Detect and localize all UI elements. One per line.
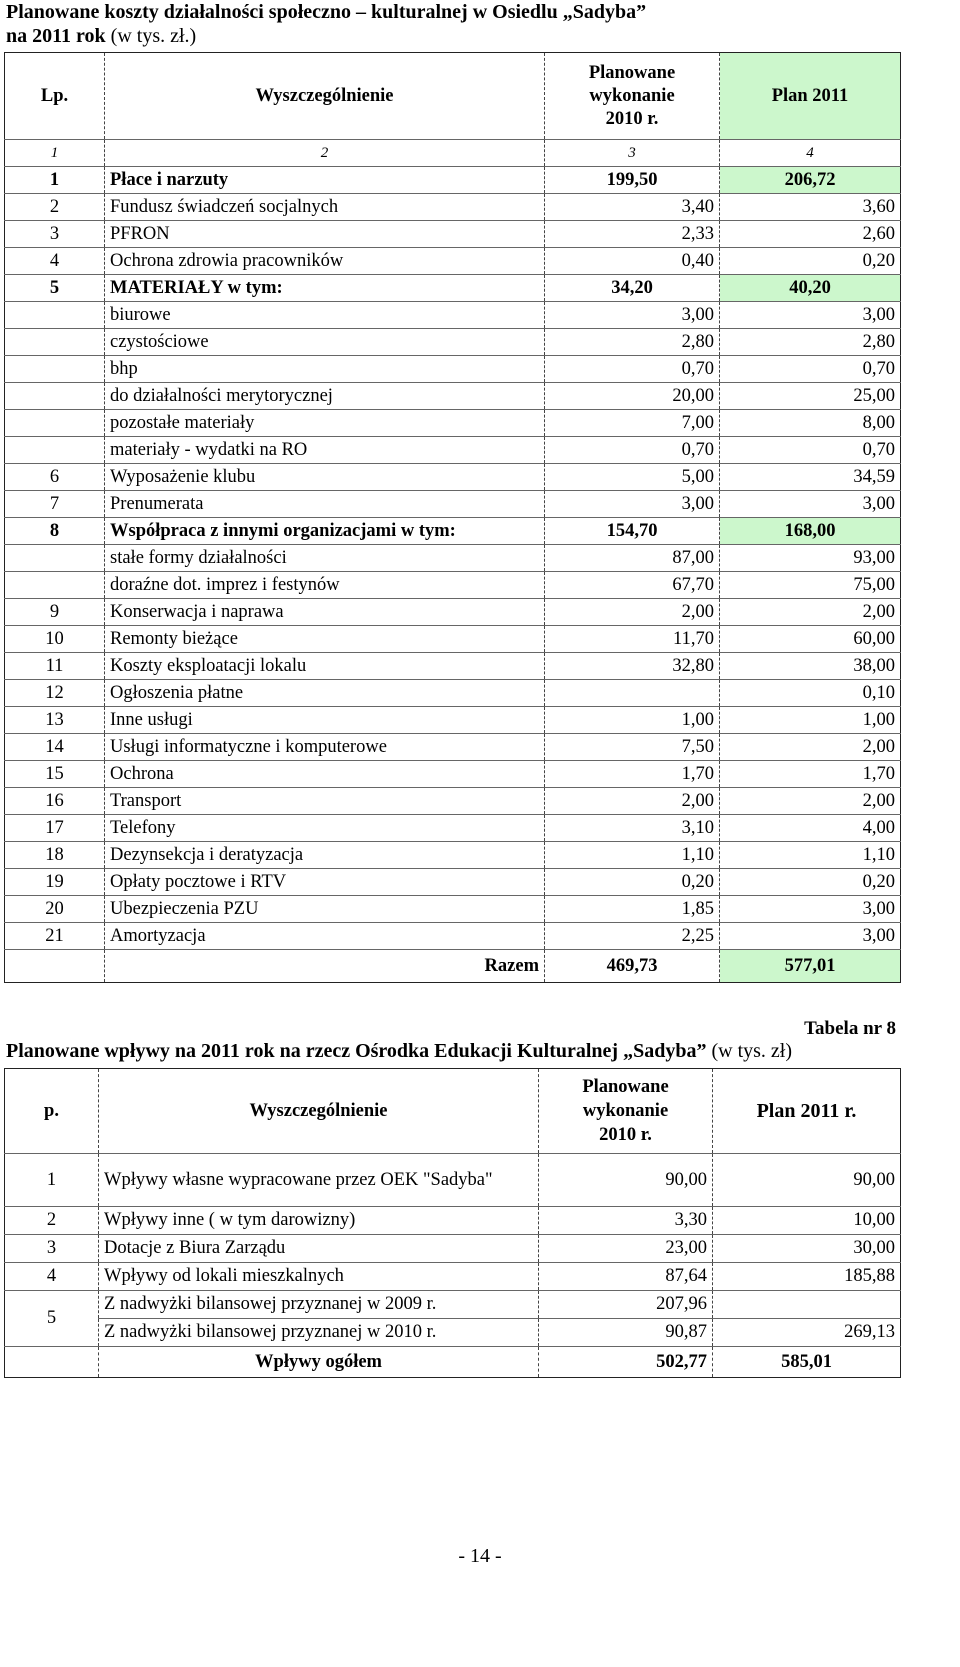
row-lp: [5, 410, 105, 437]
row-description: Amortyzacja: [105, 923, 545, 950]
row-value-2010: 2,80: [545, 329, 720, 356]
table-row: [5, 356, 901, 383]
row-lp: [5, 329, 105, 356]
row-description: Ogłoszenia płatne: [105, 680, 545, 707]
row-lp: 2: [5, 194, 105, 221]
row-value-2010: 2,25: [545, 923, 720, 950]
row-value-2011: 93,00: [720, 545, 901, 572]
row-value-2010: 154,70: [545, 518, 720, 545]
row-lp: 11: [5, 653, 105, 680]
row-value-2011: 2,80: [720, 329, 901, 356]
table-row: [5, 1291, 901, 1319]
row-description: doraźne dot. imprez i festynów: [105, 572, 545, 599]
table-row: [5, 923, 901, 950]
table-row: [5, 572, 901, 599]
row-lp: 18: [5, 842, 105, 869]
row-value-2010: 11,70: [545, 626, 720, 653]
colnum-3: 3: [545, 140, 720, 167]
row-description: Koszty eksploatacji lokalu: [105, 653, 545, 680]
header-planned-2010: Planowane wykonanie 2010 r.: [545, 53, 720, 140]
row-value-2011: 3,00: [720, 491, 901, 518]
row-value-2011: 90,00: [713, 1154, 901, 1207]
table-row: [5, 1154, 901, 1207]
row-value-2010: 34,20: [545, 275, 720, 302]
row-description: PFRON: [105, 221, 545, 248]
row-lp: 9: [5, 599, 105, 626]
row-lp: 15: [5, 761, 105, 788]
row-value-2010: 0,70: [545, 356, 720, 383]
table-row: [5, 707, 901, 734]
table-row: [5, 869, 901, 896]
row-description: Fundusz świadczeń socjalnych: [105, 194, 545, 221]
row-lp: 1: [5, 167, 105, 194]
row-description: Opłaty pocztowe i RTV: [105, 869, 545, 896]
header-lp: p.: [5, 1069, 99, 1154]
row-lp: 20: [5, 896, 105, 923]
row-lp: 4: [5, 1263, 99, 1291]
row-description: Ubezpieczenia PZU: [105, 896, 545, 923]
row-lp: 3: [5, 1235, 99, 1263]
row-value-2010: 3,00: [545, 302, 720, 329]
row-lp: 10: [5, 626, 105, 653]
table-row: [5, 383, 901, 410]
row-lp: 16: [5, 788, 105, 815]
table-row: [5, 302, 901, 329]
row-value-2010: 20,00: [545, 383, 720, 410]
total-label: Razem: [105, 950, 545, 983]
row-value-2011: 2,60: [720, 221, 901, 248]
row-description: Z nadwyżki bilansowej przyznanej w 2009 r.: [99, 1291, 539, 1319]
row-lp: 1: [5, 1154, 99, 1207]
total-row: [5, 950, 901, 983]
colnum-4: 4: [720, 140, 901, 167]
total-value-2010: 502,77: [539, 1347, 713, 1378]
header-description: Wyszczególnienie: [99, 1069, 539, 1154]
row-value-2011: 60,00: [720, 626, 901, 653]
row-description: Inne usługi: [105, 707, 545, 734]
colnum-1: 1: [5, 140, 105, 167]
row-value-2011: 0,70: [720, 437, 901, 464]
row-lp: 7: [5, 491, 105, 518]
row-lp: 6: [5, 464, 105, 491]
row-lp: 17: [5, 815, 105, 842]
row-value-2010: 7,50: [545, 734, 720, 761]
header-plan-2011: Plan 2011: [720, 53, 901, 140]
row-value-2010: 90,87: [539, 1319, 713, 1347]
row-value-2011: 4,00: [720, 815, 901, 842]
row-value-2011: 2,00: [720, 599, 901, 626]
row-lp: 13: [5, 707, 105, 734]
header-planned-2010: Planowane wykonanie 2010 r.: [539, 1069, 713, 1154]
row-value-2010: 207,96: [539, 1291, 713, 1319]
row-value-2011: 38,00: [720, 653, 901, 680]
row-value-2011: 30,00: [713, 1235, 901, 1263]
row-value-2010: 1,10: [545, 842, 720, 869]
row-value-2011: 2,00: [720, 734, 901, 761]
row-value-2010: 3,10: [545, 815, 720, 842]
row-lp: [5, 383, 105, 410]
table-row: [5, 788, 901, 815]
table-row: [5, 545, 901, 572]
total-value-2011: 577,01: [720, 950, 901, 983]
header-description: Wyszczególnienie: [105, 53, 545, 140]
costs-title-line2: na 2011 rok: [6, 25, 106, 47]
table-row: [5, 275, 901, 302]
row-description: Ochrona zdrowia pracowników: [105, 248, 545, 275]
table-row: [5, 221, 901, 248]
row-description: Współpraca z innymi organizacjami w tym:: [105, 518, 545, 545]
table-row: [5, 680, 901, 707]
row-lp: 5: [5, 1291, 99, 1347]
row-value-2010: 199,50: [545, 167, 720, 194]
row-lp: [5, 545, 105, 572]
row-description: biurowe: [105, 302, 545, 329]
row-value-2011: 75,00: [720, 572, 901, 599]
row-value-2011: 8,00: [720, 410, 901, 437]
row-value-2010: 90,00: [539, 1154, 713, 1207]
total-value-2011: 585,01: [713, 1347, 901, 1378]
row-lp: [5, 302, 105, 329]
table-row: [5, 410, 901, 437]
row-value-2010: 5,00: [545, 464, 720, 491]
row-lp: 2: [5, 1207, 99, 1235]
row-value-2010: 3,30: [539, 1207, 713, 1235]
total-label: Wpływy ogółem: [99, 1347, 539, 1378]
table-row: [5, 518, 901, 545]
row-value-2011: 10,00: [713, 1207, 901, 1235]
row-description: Wpływy własne wypracowane przez OEK "Sadyba": [99, 1154, 539, 1207]
row-value-2011: 40,20: [720, 275, 901, 302]
table-row: [5, 734, 901, 761]
row-description: Dezynsekcja i deratyzacja: [105, 842, 545, 869]
row-lp: 19: [5, 869, 105, 896]
table-row: [5, 653, 901, 680]
row-description: Płace i narzuty: [105, 167, 545, 194]
costs-table: [4, 52, 901, 983]
income-title-unit: (w tys. zł): [711, 1040, 793, 1062]
row-description: MATERIAŁY w tym:: [105, 275, 545, 302]
row-lp: [5, 437, 105, 464]
table-row: [5, 896, 901, 923]
header-plan-2011: Plan 2011 r.: [713, 1069, 901, 1154]
total-row: [5, 1347, 901, 1378]
row-value-2011: 0,20: [720, 869, 901, 896]
table-row: [5, 1235, 901, 1263]
row-value-2011: 25,00: [720, 383, 901, 410]
row-value-2011: 206,72: [720, 167, 901, 194]
table-row: [5, 437, 901, 464]
row-value-2010: 32,80: [545, 653, 720, 680]
row-value-2011: 3,00: [720, 923, 901, 950]
row-value-2010: 87,64: [539, 1263, 713, 1291]
row-value-2010: 0,70: [545, 437, 720, 464]
row-value-2011: 185,88: [713, 1263, 901, 1291]
row-lp: 8: [5, 518, 105, 545]
row-lp: 4: [5, 248, 105, 275]
row-description: bhp: [105, 356, 545, 383]
table-row: [5, 1207, 901, 1235]
row-description: do działalności merytorycznej: [105, 383, 545, 410]
income-title: [6, 1040, 906, 1063]
table-row: [5, 815, 901, 842]
row-lp: [5, 356, 105, 383]
row-lp: 5: [5, 275, 105, 302]
table-row: [5, 842, 901, 869]
row-value-2010: 2,33: [545, 221, 720, 248]
row-value-2010: 1,70: [545, 761, 720, 788]
row-value-2011: 3,00: [720, 896, 901, 923]
row-value-2011: 1,00: [720, 707, 901, 734]
row-value-2010: 3,40: [545, 194, 720, 221]
row-description: Remonty bieżące: [105, 626, 545, 653]
row-value-2011: 168,00: [720, 518, 901, 545]
row-description: Wpływy inne ( w tym darowizny): [99, 1207, 539, 1235]
total-value-2010: 469,73: [545, 950, 720, 983]
row-value-2011: 0,20: [720, 248, 901, 275]
row-description: Wpływy od lokali mieszkalnych: [99, 1263, 539, 1291]
row-description: stałe formy działalności: [105, 545, 545, 572]
row-description: Usługi informatyczne i komputerowe: [105, 734, 545, 761]
table-row: [5, 167, 901, 194]
row-description: pozostałe materiały: [105, 410, 545, 437]
row-value-2011: 34,59: [720, 464, 901, 491]
row-value-2010: 2,00: [545, 599, 720, 626]
row-value-2011: 1,70: [720, 761, 901, 788]
table-row: [5, 464, 901, 491]
row-description: materiały - wydatki na RO: [105, 437, 545, 464]
table-row: [5, 599, 901, 626]
costs-header-row: [5, 53, 901, 140]
table-row: [5, 248, 901, 275]
row-lp: 14: [5, 734, 105, 761]
income-title-main: Planowane wpływy na 2011 rok na rzecz Ośrodka Edukacji Kulturalnej: [6, 1040, 619, 1062]
table-row: [5, 626, 901, 653]
table-number-label: Tabela nr 8: [804, 1018, 896, 1039]
row-value-2010: 0,20: [545, 869, 720, 896]
row-value-2010: 87,00: [545, 545, 720, 572]
row-description: Transport: [105, 788, 545, 815]
row-description: Telefony: [105, 815, 545, 842]
header-lp: Lp.: [5, 53, 105, 140]
row-description: Ochrona: [105, 761, 545, 788]
row-value-2010: 0,40: [545, 248, 720, 275]
table-row: [5, 761, 901, 788]
row-lp: 3: [5, 221, 105, 248]
row-description: Dotacje z Biura Zarządu: [99, 1235, 539, 1263]
table-row: [5, 1263, 901, 1291]
row-description: Prenumerata: [105, 491, 545, 518]
row-value-2010: 1,85: [545, 896, 720, 923]
column-number-row: [5, 140, 901, 167]
row-description: czystościowe: [105, 329, 545, 356]
income-title-name: „Sadyba”: [623, 1040, 707, 1062]
table-row: [5, 491, 901, 518]
row-lp: 21: [5, 923, 105, 950]
income-table: [4, 1068, 901, 1378]
row-description: Z nadwyżki bilansowej przyznanej w 2010 r.: [99, 1319, 539, 1347]
total-lp: [5, 1347, 99, 1378]
costs-title-unit: (w tys. zł.): [110, 25, 197, 47]
row-value-2010: 1,00: [545, 707, 720, 734]
row-value-2011: 3,60: [720, 194, 901, 221]
row-value-2010: 2,00: [545, 788, 720, 815]
row-value-2011: 3,00: [720, 302, 901, 329]
table-row: [5, 194, 901, 221]
page-number: - 14 -: [458, 1545, 502, 1567]
row-value-2010: 67,70: [545, 572, 720, 599]
costs-title-line1: Planowane koszty działalności społeczno – kulturalnej w Osiedlu „Sadyba”: [6, 1, 647, 23]
costs-title: [6, 0, 906, 48]
row-description: Konserwacja i naprawa: [105, 599, 545, 626]
income-header-row: [5, 1069, 901, 1154]
row-value-2010: 3,00: [545, 491, 720, 518]
row-value-2011: 1,10: [720, 842, 901, 869]
row-value-2011: 269,13: [713, 1319, 901, 1347]
row-lp: [5, 572, 105, 599]
row-value-2011: [713, 1291, 901, 1319]
table-row: [5, 329, 901, 356]
colnum-2: 2: [105, 140, 545, 167]
row-lp: 12: [5, 680, 105, 707]
row-description: Wyposażenie klubu: [105, 464, 545, 491]
row-value-2010: 7,00: [545, 410, 720, 437]
row-value-2010: 23,00: [539, 1235, 713, 1263]
row-value-2011: 2,00: [720, 788, 901, 815]
row-value-2011: 0,10: [720, 680, 901, 707]
row-value-2011: 0,70: [720, 356, 901, 383]
total-lp: [5, 950, 105, 983]
row-value-2010: [545, 680, 720, 707]
table-row: [5, 1319, 901, 1347]
